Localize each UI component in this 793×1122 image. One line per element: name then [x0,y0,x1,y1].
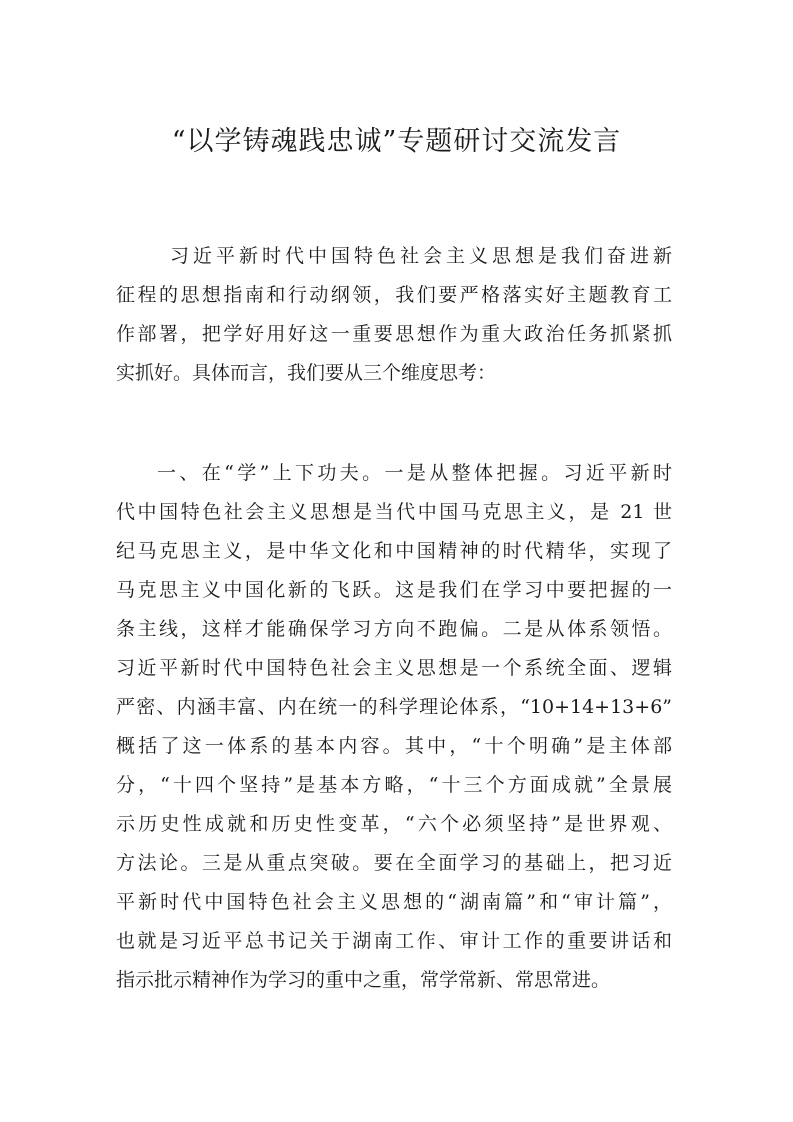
document-title: “以学铸魂践忠诚”专题研讨交流发言 [171,126,622,157]
paragraph-line: 一、在“学”上下功夫。一是从整体把握。习近平新时 [157,462,672,484]
paragraph-line: 代中国特色社会主义思想是当代中国马克思主义，是 21 世 [116,501,672,523]
paragraph-line: 纪马克思主义，是中华文化和中国精神的时代精华，实现了 [116,540,672,562]
paragraph-line: 实抓好。具体而言，我们要从三个维度思考： [116,362,497,384]
paragraph-line: 指示批示精神作为学习的重中之重，常学常新、常思常进。 [116,969,611,991]
paragraph-section-one [116,454,672,1000]
paragraph-line: 条主线，这样才能确保学习方向不跑偏。二是从体系领悟。 [116,618,672,640]
paragraph-line: 征程的思想指南和行动纲领，我们要严格落实好主题教育工 [116,284,672,306]
paragraph-line: 作部署，把学好用好这一重要思想作为重大政治任务抓紧抓 [116,323,672,345]
paragraph-line: 严密、内涵丰富、内在统一的科学理论体系，“10+14+13+6” [116,696,672,718]
paragraph-line: 概括了这一体系的基本内容。其中，“十个明确”是主体部 [116,735,672,757]
paragraph-line: 也就是习近平总书记关于湖南工作、审计工作的重要讲话和 [116,930,672,952]
paragraph-line: 分，“十四个坚持”是基本方略，“十三个方面成就”全景展 [116,774,672,796]
paragraph-line: 示历史性成就和历史性变革，“六个必须坚持”是世界观、 [116,813,672,835]
paragraph-intro [116,237,672,393]
paragraph-line: 方法论。三是从重点突破。要在全面学习的基础上，把习近 [116,852,672,874]
paragraph-line: 习近平新时代中国特色社会主义思想是一个系统全面、逻辑 [116,657,672,679]
paragraph-line: 马克思主义中国化新的飞跃。这是我们在学习中要把握的一 [116,579,672,601]
paragraph-line: 平新时代中国特色社会主义思想的“湖南篇”和“审计篇”， [116,891,672,913]
paragraph-line: 习近平新时代中国特色社会主义思想是我们奋进新 [170,245,672,267]
